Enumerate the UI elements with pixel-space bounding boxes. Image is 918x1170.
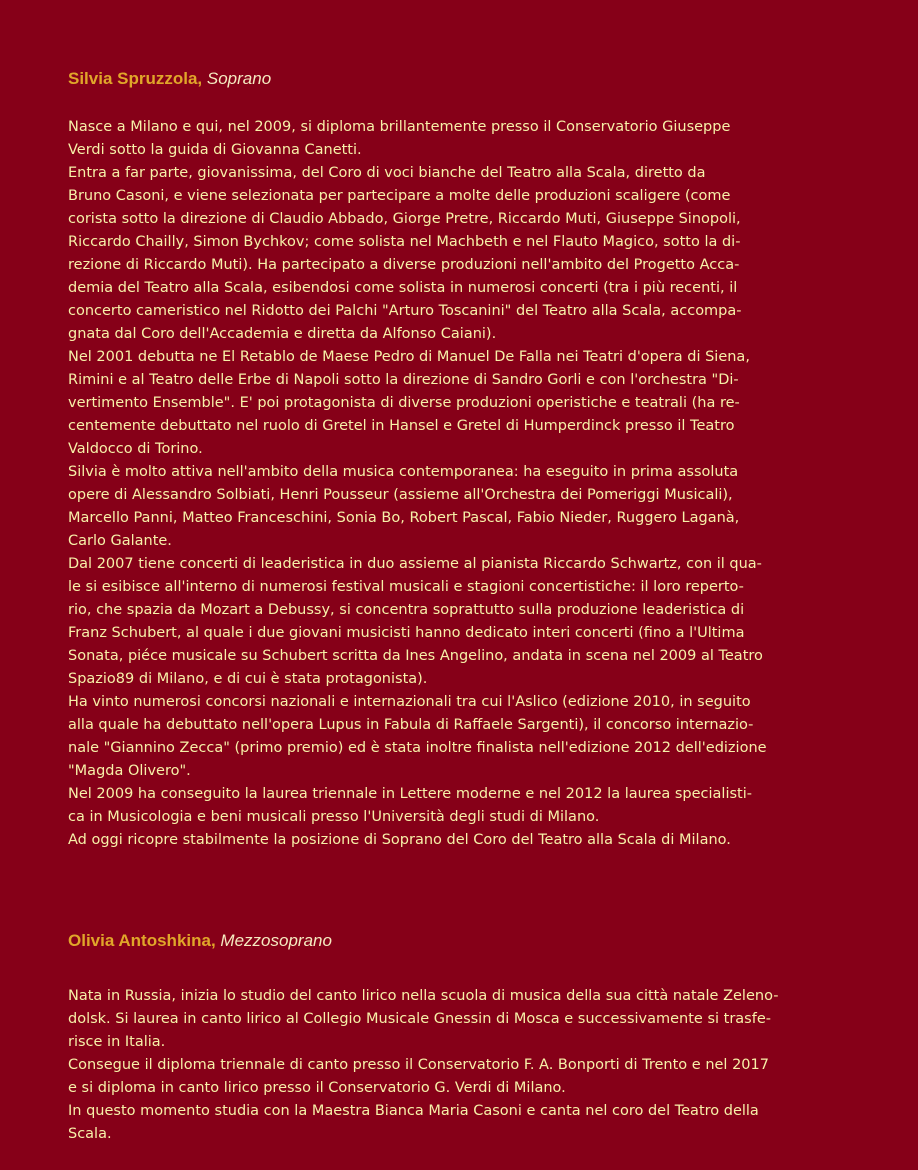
biography-line: risce in Italia. xyxy=(68,1034,166,1050)
biography-line: Ad oggi ricopre stabilmente la posizione di Soprano del Coro del Teatro alla Scala di Milano. xyxy=(68,832,731,848)
biography-line: Valdocco di Torino. xyxy=(68,441,203,457)
biography-line: Bruno Casoni, e viene selezionata per partecipare a molte delle produzioni scaligere (come xyxy=(68,188,731,204)
singer-name: Silvia Spruzzola, xyxy=(68,69,203,88)
biography-line: ca in Musicologia e beni musicali presso l'Università degli studi di Milano. xyxy=(68,809,600,825)
biography-line: le si esibisce all'interno di numerosi festival musicali e stagioni concertistiche: il loro reperto- xyxy=(68,579,744,595)
biography-line: Rimini e al Teatro delle Erbe di Napoli sotto la direzione di Sandro Gorli e con l'orchestra "Di- xyxy=(68,372,739,388)
biography-line: Verdi sotto la guida di Giovanna Canetti. xyxy=(68,142,362,158)
biography-line: rezione di Riccardo Muti). Ha partecipato a diverse produzioni nell'ambito del Progetto Acca- xyxy=(68,257,740,273)
biography-line: alla quale ha debuttato nell'opera Lupus in Fabula di Raffaele Sargenti), il concorso internazio- xyxy=(68,717,754,733)
biography-line: Marcello Panni, Matteo Franceschini, Sonia Bo, Robert Pascal, Fabio Nieder, Ruggero Laganà, xyxy=(68,510,740,526)
singer-name: Olivia Antoshkina, xyxy=(68,931,216,950)
biography-line: Nel 2001 debutta ne El Retablo de Maese Pedro di Manuel De Falla nei Teatri d'opera di Siena, xyxy=(68,349,750,365)
biography-line: Nel 2009 ha conseguito la laurea triennale in Lettere moderne e nel 2012 la laurea specialisti- xyxy=(68,786,752,802)
biography-line: Entra a far parte, giovanissima, del Coro di voci bianche del Teatro alla Scala, diretto da xyxy=(68,165,706,181)
biography-line: Ha vinto numerosi concorsi nazionali e internazionali tra cui l'Aslico (edizione 2010, in seguito xyxy=(68,694,751,710)
biography-line: rio, che spazia da Mozart a Debussy, si concentra soprattutto sulla produzione leaderistica di xyxy=(68,602,745,618)
biography-line: Carlo Galante. xyxy=(68,533,172,549)
biography-line: In questo momento studia con la Maestra Bianca Maria Casoni e canta nel coro del Teatro della xyxy=(68,1103,759,1119)
biography-line: Consegue il diploma triennale di canto presso il Conservatorio F. A. Bonporti di Trento e nel 2017 xyxy=(68,1057,769,1073)
biography-line: demia del Teatro alla Scala, esibendosi come solista in numerosi concerti (tra i più recenti, il xyxy=(68,280,738,296)
biography-line: Nasce a Milano e qui, nel 2009, si diploma brillantemente presso il Conservatorio Giuseppe xyxy=(68,119,731,135)
biography-line: dolsk. Si laurea in canto lirico al Collegio Musicale Gnessin di Mosca e successivamente si trasfe- xyxy=(68,1011,771,1027)
biography-olivia xyxy=(68,985,868,1146)
biography-silvia xyxy=(68,116,868,852)
biography-line: opere di Alessandro Solbiati, Henri Pousseur (assieme all'Orchestra dei Pomeriggi Musicali), xyxy=(68,487,733,503)
singer-heading-olivia xyxy=(68,931,332,951)
biography-line: Spazio89 di Milano, e di cui è stata protagonista). xyxy=(68,671,428,687)
biography-line: Franz Schubert, al quale i due giovani musicisti hanno dedicato interi concerti (fino a l'Ultima xyxy=(68,625,745,641)
biography-line: Sonata, piéce musicale su Schubert scritta da Ines Angelino, andata in scena nel 2009 al Teatro xyxy=(68,648,763,664)
biography-line: Scala. xyxy=(68,1126,112,1142)
biography-line: concerto cameristico nel Ridotto dei Palchi "Arturo Toscanini" del Teatro alla Scala, accompa- xyxy=(68,303,742,319)
biography-line: "Magda Olivero". xyxy=(68,763,191,779)
biography-line: Silvia è molto attiva nell'ambito della musica contemporanea: ha eseguito in prima assoluta xyxy=(68,464,739,480)
biography-line: corista sotto la direzione di Claudio Abbado, Giorge Pretre, Riccardo Muti, Giuseppe Sinopoli, xyxy=(68,211,741,227)
biography-line: Dal 2007 tiene concerti di leaderistica in duo assieme al pianista Riccardo Schwartz, con il qua- xyxy=(68,556,762,572)
biography-line: centemente debuttato nel ruolo di Gretel in Hansel e Gretel di Humperdinck presso il Teatro xyxy=(68,418,735,434)
biography-line: Nata in Russia, inizia lo studio del canto lirico nella scuola di musica della sua città natale Zeleno- xyxy=(68,988,779,1004)
singer-voice-type: Mezzosoprano xyxy=(220,931,332,950)
biography-line: e si diploma in canto lirico presso il Conservatorio G. Verdi di Milano. xyxy=(68,1080,566,1096)
biography-line: nale "Giannino Zecca" (primo premio) ed è stata inoltre finalista nell'edizione 2012 dell'edizione xyxy=(68,740,767,756)
singer-heading-silvia xyxy=(68,69,271,89)
biography-line: Riccardo Chailly, Simon Bychkov; come solista nel Machbeth e nel Flauto Magico, sotto la di- xyxy=(68,234,741,250)
biography-line: gnata dal Coro dell'Accademia e diretta da Alfonso Caiani). xyxy=(68,326,497,342)
biography-line: vertimento Ensemble". E' poi protagonista di diverse produzioni operistiche e teatrali (ha re- xyxy=(68,395,740,411)
singer-voice-type: Soprano xyxy=(206,69,272,88)
